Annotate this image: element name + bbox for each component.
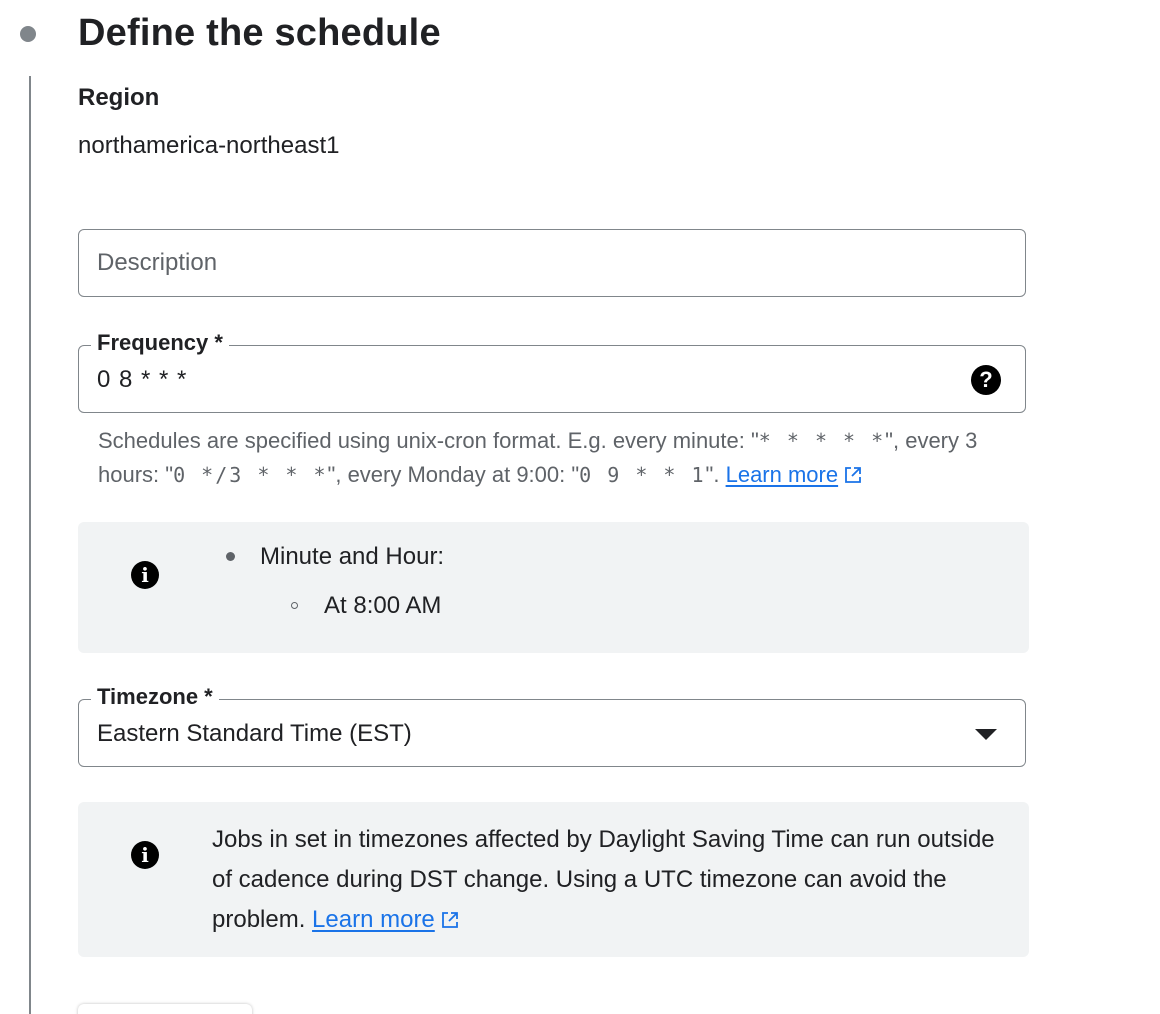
info-icon: i (131, 561, 159, 589)
description-placeholder: Description (97, 249, 218, 276)
section-title: Define the schedule (78, 12, 441, 54)
timezone-select[interactable] (78, 684, 1026, 767)
dst-message: Jobs in set in timezones affected by Daylight Saving Time can run outside of cadence during DST change. Using a UTC timezone can avoid the problem. (212, 826, 995, 933)
dst-learn-more-label: Learn more (312, 906, 435, 933)
bullet-circle (291, 602, 298, 609)
timezone-label: Timezone * (91, 683, 219, 711)
frequency-field[interactable] (78, 330, 1026, 413)
hint-code-every-minute: * * * * * (758, 429, 886, 453)
region-value: northamerica-northeast1 (78, 132, 340, 159)
hint-text-2: ", every 3 hours: " (98, 428, 978, 487)
hint-code-every-monday: 0 9 * * 1 (579, 463, 706, 487)
frequency-label: Frequency * (91, 329, 229, 357)
next-button[interactable] (78, 1004, 252, 1014)
open-in-new-icon (441, 911, 459, 929)
learn-more-link-label: Learn more (725, 462, 839, 487)
description-field[interactable] (78, 229, 1026, 297)
cron-item-minute-hour: Minute and Hour: (260, 543, 445, 570)
step-indicator-dot (20, 26, 36, 42)
bullet-disc (226, 552, 235, 561)
dst-learn-more-link[interactable] (312, 906, 435, 933)
hint-text-3: ", every Monday at 9:00: " (327, 462, 580, 487)
hint-text-1: Schedules are specified using unix-cron format. E.g. every minute: " (98, 428, 759, 453)
open-in-new-icon (844, 466, 862, 484)
hint-code-every-3-hours: 0 */3 * * * (173, 463, 328, 487)
help-circle-icon[interactable]: ? (971, 365, 1001, 395)
cron-info-box (78, 522, 1029, 653)
hint-text-4: ". (705, 462, 726, 487)
dst-info-box (78, 802, 1029, 957)
learn-more-link[interactable] (726, 462, 839, 487)
step-connector-line (29, 76, 31, 1014)
dst-info-text (212, 820, 1002, 940)
info-icon: i (131, 841, 159, 869)
arrow-drop-down-icon[interactable] (975, 729, 997, 740)
cron-subitem-time: At 8:00 AM (324, 592, 442, 619)
frequency-value[interactable]: 0 8 * * * (97, 366, 188, 393)
region-label: Region (78, 84, 160, 111)
timezone-value: Eastern Standard Time (EST) (97, 720, 412, 747)
frequency-hint (98, 424, 998, 492)
